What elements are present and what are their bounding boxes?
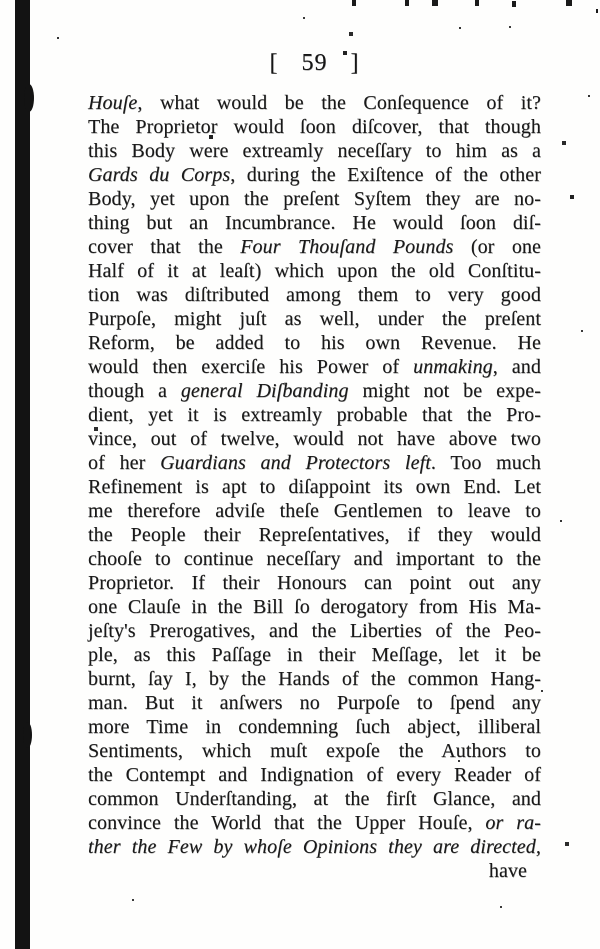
text-line bbox=[88, 715, 541, 739]
text-line bbox=[88, 787, 541, 811]
text-segment: The Proprietor would ſoon diſcover, that though bbox=[88, 116, 541, 138]
italic-text-segment: unmaking bbox=[413, 356, 493, 378]
text-line bbox=[88, 403, 541, 427]
text-line bbox=[88, 139, 541, 163]
text-line bbox=[88, 523, 541, 547]
italic-text-segment: ther the Few by whoſe Opinions they are directed, bbox=[88, 836, 541, 858]
text-segment: convince the World that the Upper Houſe, bbox=[88, 812, 486, 834]
text-line bbox=[88, 163, 541, 187]
text-line bbox=[88, 451, 541, 475]
text-segment: of her bbox=[88, 452, 161, 474]
text-line bbox=[88, 643, 541, 667]
text-line bbox=[88, 763, 541, 787]
text-segment: , what would be the Conſequence of it? bbox=[137, 92, 541, 114]
text-segment: jeſty's Prerogatives, and the Liberties of the Peo- bbox=[88, 620, 541, 642]
italic-text-segment: or ra- bbox=[485, 812, 542, 834]
text-segment: though a bbox=[88, 380, 181, 402]
text-line bbox=[88, 115, 541, 139]
text-line bbox=[88, 667, 541, 691]
text-segment: Purpoſe, might juſt as well, under the preſent bbox=[88, 308, 541, 330]
text-segment: . Too much bbox=[430, 452, 541, 474]
text-segment: tion was diſtributed among them to very good bbox=[88, 284, 541, 306]
italic-text-segment: Guardians and Protectors left bbox=[160, 452, 431, 474]
scan-noise-specks bbox=[0, 0, 2, 2]
text-segment: vince, out of twelve, would not have above two bbox=[88, 428, 541, 450]
text-segment: (or one bbox=[453, 236, 541, 258]
text-line bbox=[88, 307, 541, 331]
text-line bbox=[88, 475, 541, 499]
italic-text-segment: Houſe bbox=[88, 92, 138, 114]
text-segment: more Time in condemning ſuch abject, illiberal bbox=[88, 716, 541, 738]
text-line bbox=[88, 571, 541, 595]
italic-text-segment: Gards du Corps bbox=[88, 164, 231, 186]
text-line bbox=[88, 835, 541, 859]
top-edge-ink-fragments bbox=[352, 0, 356, 6]
text-segment: me therefore adviſe theſe Gentlemen to leave to bbox=[88, 500, 541, 522]
text-segment: Refinement is apt to diſappoint its own End. Let bbox=[88, 476, 541, 498]
text-segment: man. But it anſwers no Purpoſe to ſpend any bbox=[88, 692, 541, 714]
text-line bbox=[88, 595, 541, 619]
text-line bbox=[88, 283, 541, 307]
text-line bbox=[88, 547, 541, 571]
text-line bbox=[88, 379, 541, 403]
text-segment: this Body were extreamly neceſſary to him as a bbox=[88, 140, 541, 162]
text-line bbox=[88, 739, 541, 763]
text-line bbox=[88, 499, 541, 523]
text-line bbox=[88, 811, 541, 835]
text-line bbox=[88, 259, 541, 283]
text-segment: Proprietor. If their Honours can point out any bbox=[88, 572, 541, 594]
text-segment: common Underſtanding, at the firſt Glance, and bbox=[88, 788, 541, 810]
italic-text-segment: general Diſbanding bbox=[180, 380, 349, 402]
text-line bbox=[88, 691, 541, 715]
page-number: [ 59 ] bbox=[269, 50, 360, 76]
text-segment: would then exerciſe his Power of bbox=[88, 356, 414, 378]
text-segment: Reform, be added to his own Revenue. He bbox=[88, 332, 541, 354]
text-segment: the Contempt and Indignation of every Reader of bbox=[88, 764, 541, 786]
text-segment: ple, as this Paſſage in their Meſſage, let it be bbox=[88, 644, 541, 666]
text-segment: cover that the bbox=[88, 236, 241, 258]
text-line bbox=[88, 211, 541, 235]
text-segment: burnt, ſay I, by the Hands of the common Hang- bbox=[88, 668, 541, 690]
text-segment: one Clauſe in the Bill ſo derogatory from His Ma- bbox=[88, 596, 541, 618]
text-line bbox=[88, 235, 541, 259]
text-segment: dient, yet it is extreamly probable that the Pro- bbox=[88, 404, 541, 426]
text-line bbox=[88, 187, 541, 211]
binding-shadow bbox=[15, 0, 30, 949]
text-segment: Body, yet upon the preſent Syſtem they are no- bbox=[88, 188, 541, 210]
text-segment: Half of it at leaſt) which upon the old Conſtitu- bbox=[88, 260, 541, 282]
text-segment: the People their Repreſentatives, if they would bbox=[88, 524, 541, 546]
text-segment: , during the Exiſtence of the other bbox=[230, 164, 541, 186]
text-segment: Sentiments, which muſt expoſe the Authors to bbox=[88, 740, 541, 762]
text-line bbox=[88, 619, 541, 643]
text-line bbox=[88, 331, 541, 355]
italic-text-segment: Four Thouſand Pounds bbox=[240, 236, 454, 258]
text-segment: might not be expe- bbox=[348, 380, 541, 402]
text-line bbox=[88, 427, 541, 451]
body-text bbox=[88, 91, 541, 883]
text-segment: chooſe to continue neceſſary and important to the bbox=[88, 548, 541, 570]
text-line bbox=[88, 91, 541, 115]
catchword: have bbox=[488, 860, 527, 882]
text-line bbox=[88, 355, 541, 379]
text-segment: , and bbox=[492, 356, 541, 378]
text-segment: thing but an Incumbrance. He would ſoon diſ- bbox=[88, 212, 541, 234]
